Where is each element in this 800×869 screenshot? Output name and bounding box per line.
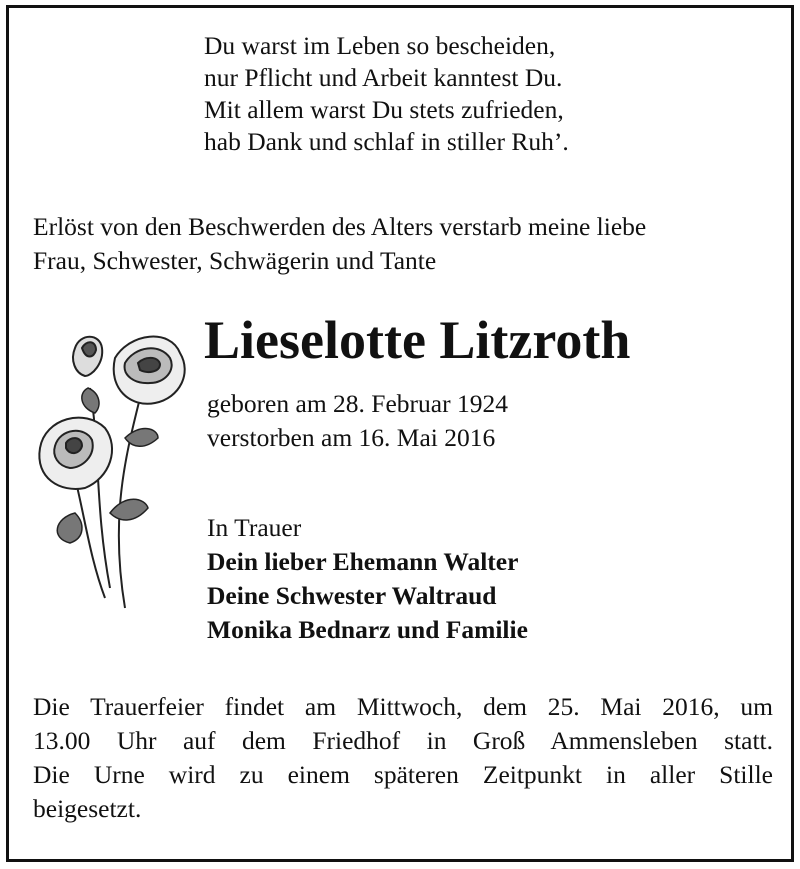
mourner-name: Deine Schwester Waltraud	[207, 581, 497, 610]
stem	[75, 478, 105, 598]
mourners	[207, 511, 727, 647]
rose-small	[39, 418, 112, 489]
deceased-name: Lieselotte Litzroth	[204, 310, 631, 370]
ceremony-line: Die Urne wird zu einem späteren Zeitpunkt in aller Stille	[33, 760, 773, 789]
leaf	[110, 499, 148, 520]
intro-line: Erlöst von den Beschwerden des Alters verstarb meine liebe	[33, 212, 647, 241]
leaf	[82, 388, 99, 413]
leaf	[57, 513, 82, 543]
mourner-name: Monika Bednarz und Familie	[207, 615, 528, 644]
life-dates	[207, 387, 727, 455]
poem	[204, 30, 724, 158]
roses-illustration	[30, 328, 195, 618]
intro-text	[33, 210, 773, 278]
ceremony-notice	[33, 690, 773, 826]
mourner-name: Dein lieber Ehemann Walter	[207, 547, 519, 576]
mourning-heading: In Trauer	[207, 513, 302, 542]
ceremony-line: Die Trauerfeier findet am Mittwoch, dem 25. Mai 2016, um	[33, 692, 773, 721]
leaf	[125, 429, 158, 447]
rose-bud	[73, 337, 102, 376]
intro-line: Frau, Schwester, Schwägerin und Tante	[33, 246, 437, 275]
poem-line: Mit allem warst Du stets zufrieden,	[204, 95, 564, 124]
poem-line: nur Pflicht und Arbeit kanntest Du.	[204, 63, 563, 92]
birth-date: geboren am 28. Februar 1924	[207, 389, 508, 418]
poem-line: Du warst im Leben so bescheiden,	[204, 31, 556, 60]
rose-large	[114, 337, 185, 404]
ceremony-line: 13.00 Uhr auf dem Friedhof in Groß Ammensleben statt.	[33, 726, 773, 755]
poem-line: hab Dank und schlaf in stiller Ruh’.	[204, 127, 569, 156]
ceremony-line: beigesetzt.	[33, 794, 142, 823]
death-date: verstorben am 16. Mai 2016	[207, 423, 496, 452]
